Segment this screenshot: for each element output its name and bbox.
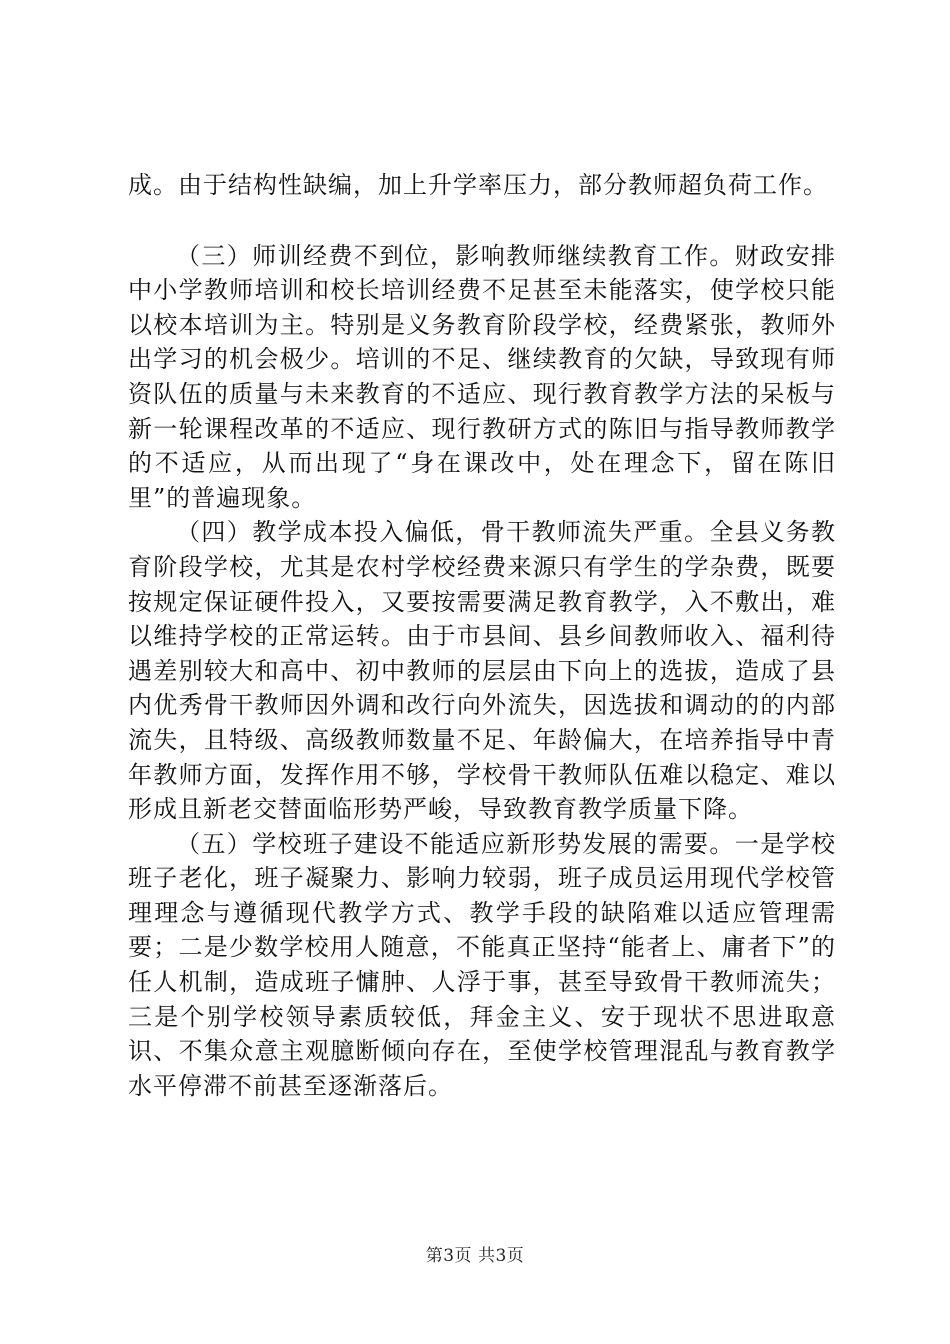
paragraph-section-4: （四）教学成本投入偏低，骨干教师流失严重。全县义务教育阶段学校，尤其是农村学校经费来源只有学生的学杂费，既要按规定保证硬件投入，又要按需要满足教育教学，入不敷出，难以维持学校的正常运转。由于市县间、县乡间教师收入、福利待遇差别较大和高中、初中教师的层层由下向上的选拔，造成了县内优秀骨干教师因外调和改行向外流失，因选拔和调动的的内部流失，且特级、高级教师数量不足、年龄偏大，在培养指导中青年教师方面，发挥作用不够，学校骨干教师队伍难以稳定、难以形成且新老交替面临形势严峻，导致教育教学质量下降。 bbox=[128, 518, 836, 824]
paragraph-continuation: 成。由于结构性缺编，加上升学率压力，部分教师超负荷工作。 bbox=[128, 171, 828, 199]
paragraph-section-3: （三）师训经费不到位，影响教师继续教育工作。财政安排中小学教师培训和校长培训经费不足甚至未能落实，使学校只能以校本培训为主。特别是义务教育阶段学校，经费紧张，教师外出学习的机会极少。培训的不足、继续教育的欠缺，导致现有师资队伍的质量与未来教育的不适应、现行教育教学方法的呆板与新一轮课程改革的不适应、现行教研方式的陈旧与指导教师教学的不适应，从而出现了“身在课改中，处在理念下，留在陈旧里”的普遍现象。 bbox=[128, 241, 836, 512]
paragraph-section-5: （五）学校班子建设不能适应新形势发展的需要。一是学校班子老化，班子凝聚力、影响力较弱，班子成员运用现代学校管理理念与遵循现代教学方式、教学手段的缺陷难以适应管理需要；二是少数学校用人随意，不能真正坚持“能者上、庸者下”的任人机制，造成班子慵肿、人浮于事，甚至导致骨干教师流失；三是个别学校领导素质较低，拜金主义、安于现状不思进取意识、不集众意主观臆断倾向存在，至使学校管理混乱与教育教学水平停滞不前甚至逐渐落后。 bbox=[128, 829, 836, 1100]
document-body bbox=[128, 168, 836, 1103]
page-number-footer: 第3页 共3页 bbox=[425, 1246, 525, 1266]
